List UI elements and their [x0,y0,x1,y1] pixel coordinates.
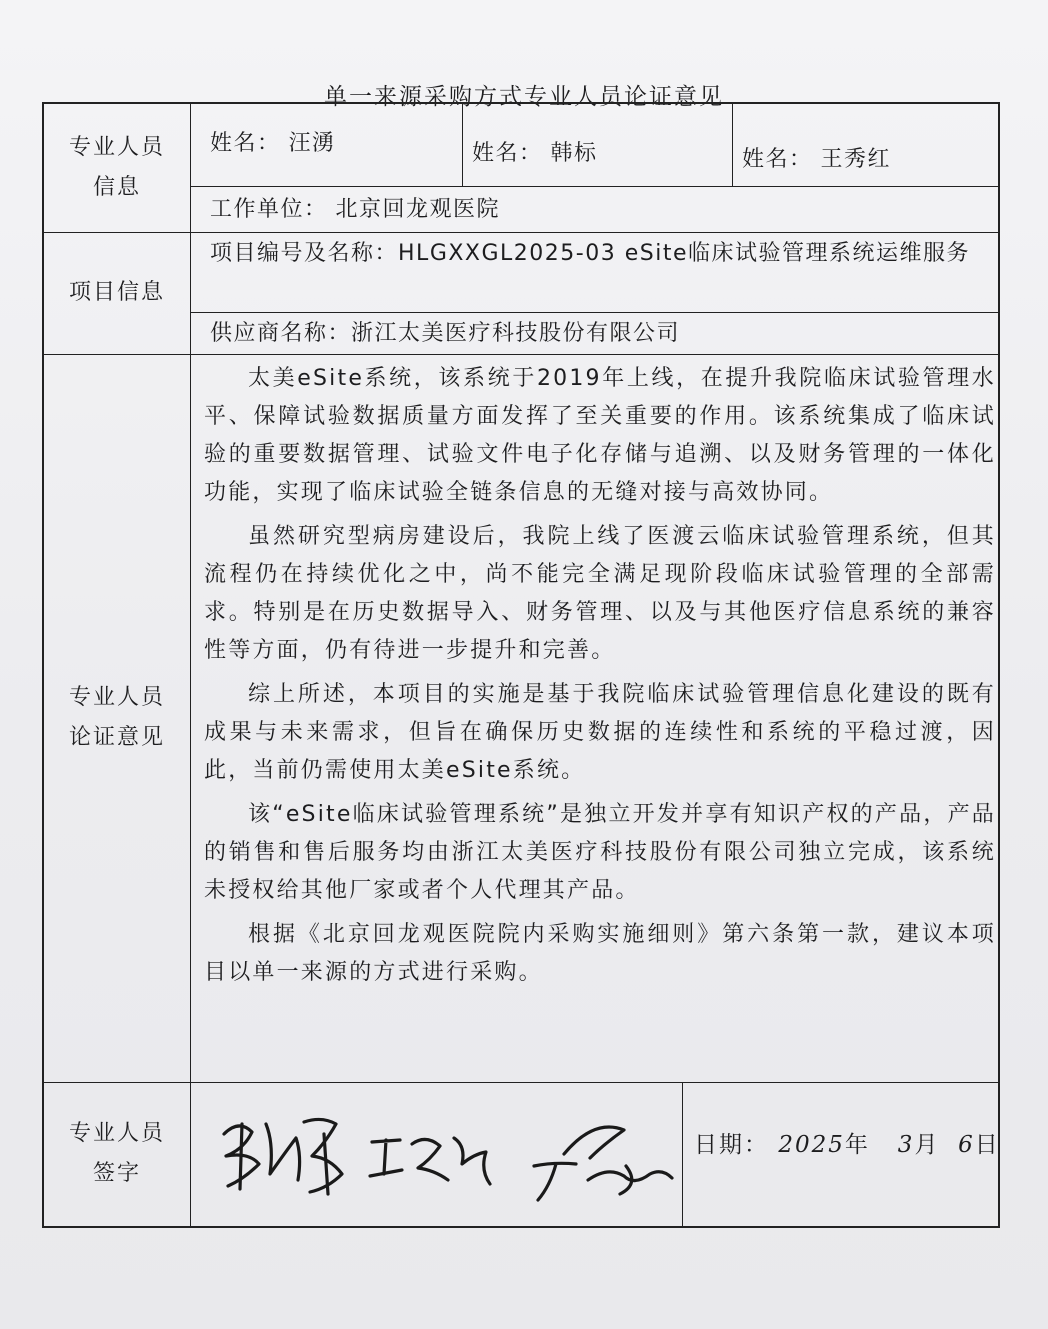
date-month: 3 [897,1132,915,1158]
document-title: 单一来源采购方式专业人员论证意见 [324,84,724,110]
date-month-unit: 月 [914,1132,940,1158]
column-divider [190,104,191,1226]
opinion-paragraph: 根据《北京回龙观医院院内采购实施细则》第六条第一款，建议本项目以单一来源的方式进行采购。 [204,922,996,985]
date-day: 6 [958,1132,975,1158]
signature-1-image [224,1119,342,1194]
supplier-value: 浙江太美医疗科技股份有限公司 [351,321,681,346]
project-name-value: HLGXXGL2025-03 eSite临床试验管理系统运维服务 [398,241,970,266]
signature-2-image [370,1138,490,1184]
supplier-key: 供应商名称： [210,321,352,346]
date-key: 日期： [694,1132,769,1158]
experts-label [44,104,190,232]
experts-label-line2: 信息 [92,175,141,200]
opinion-paragraph: 综上所述，本项目的实施是基于我院临床试验管理信息化建设的既有成果与未来需求，但旨在确保历史数据的连续性和系统的平稳过渡，因此，当前仍需使用太美eSite系统。 [204,682,996,783]
expert-name-3 [742,140,891,180]
opinion-label [44,354,190,1082]
work-unit-value: 北京回龙观医院 [335,197,501,222]
column-divider [732,104,733,186]
expert-name-2-value: 韩标 [550,141,598,166]
opinion-paragraph: 太美eSite系统，该系统于2019年上线，在提升我院临床试验管理水平、保障试验数据质量方面发挥了至关重要的作用。该系统集成了临床试验的重要数据管理、试验文件电子化存储与追溯、以及财务管理的一体化功能，实现了临床试验全链条信息的无缝对接与高效协同。 [204,366,996,505]
signature-label-line2: 签字 [92,1161,141,1186]
row-divider [190,312,1000,313]
expert-name-1-value: 汪湧 [288,131,336,156]
project-name-key: 项目编号及名称： [210,241,399,266]
opinion-paragraph: 该“eSite临床试验管理系统”是独立开发并享有知识产权的产品，产品的销售和售后服务均由浙江太美医疗科技股份有限公司独立完成，该系统未授权给其他厂家或者个人代理其产品。 [204,802,996,903]
project-label-text: 项目信息 [68,280,165,305]
signature-3-image [534,1127,672,1200]
work-unit-key: 工作单位： [210,197,328,222]
date-year: 2025 [778,1132,845,1158]
expert-name-2 [472,134,598,174]
column-divider [462,104,463,186]
date-year-unit: 年 [844,1132,870,1158]
signature-label-line1: 专业人员 [68,1121,165,1146]
row-divider [190,186,1000,187]
signature-label [44,1082,190,1226]
handwritten-signatures [204,1094,684,1204]
expert-name-3-value: 王秀红 [820,147,892,172]
expert-name-3-key: 姓名： [742,147,813,172]
form-table [42,102,1000,1228]
date-day-unit: 日 [974,1132,1000,1158]
expert-name-1 [210,124,336,164]
opinion-label-line1: 专业人员 [68,685,165,710]
expert-name-2-key: 姓名： [472,141,543,166]
supplier [210,316,680,352]
project-name [210,236,990,272]
project-label [44,232,190,354]
signature-date [694,1126,1000,1159]
work-unit [210,190,500,230]
expert-name-1-key: 姓名： [210,131,281,156]
opinion-label-line2: 论证意见 [68,725,165,750]
opinion-paragraph: 虽然研究型病房建设后，我院上线了医渡云临床试验管理系统，但其流程仍在持续优化之中，尚不能完全满足现阶段临床试验管理的全部需求。特别是在历史数据导入、财务管理、以及与其他医疗信息系统的兼容性等方面，仍有待进一步提升和完善。 [204,524,996,663]
opinion-body [204,360,996,998]
experts-label-line1: 专业人员 [68,135,165,160]
